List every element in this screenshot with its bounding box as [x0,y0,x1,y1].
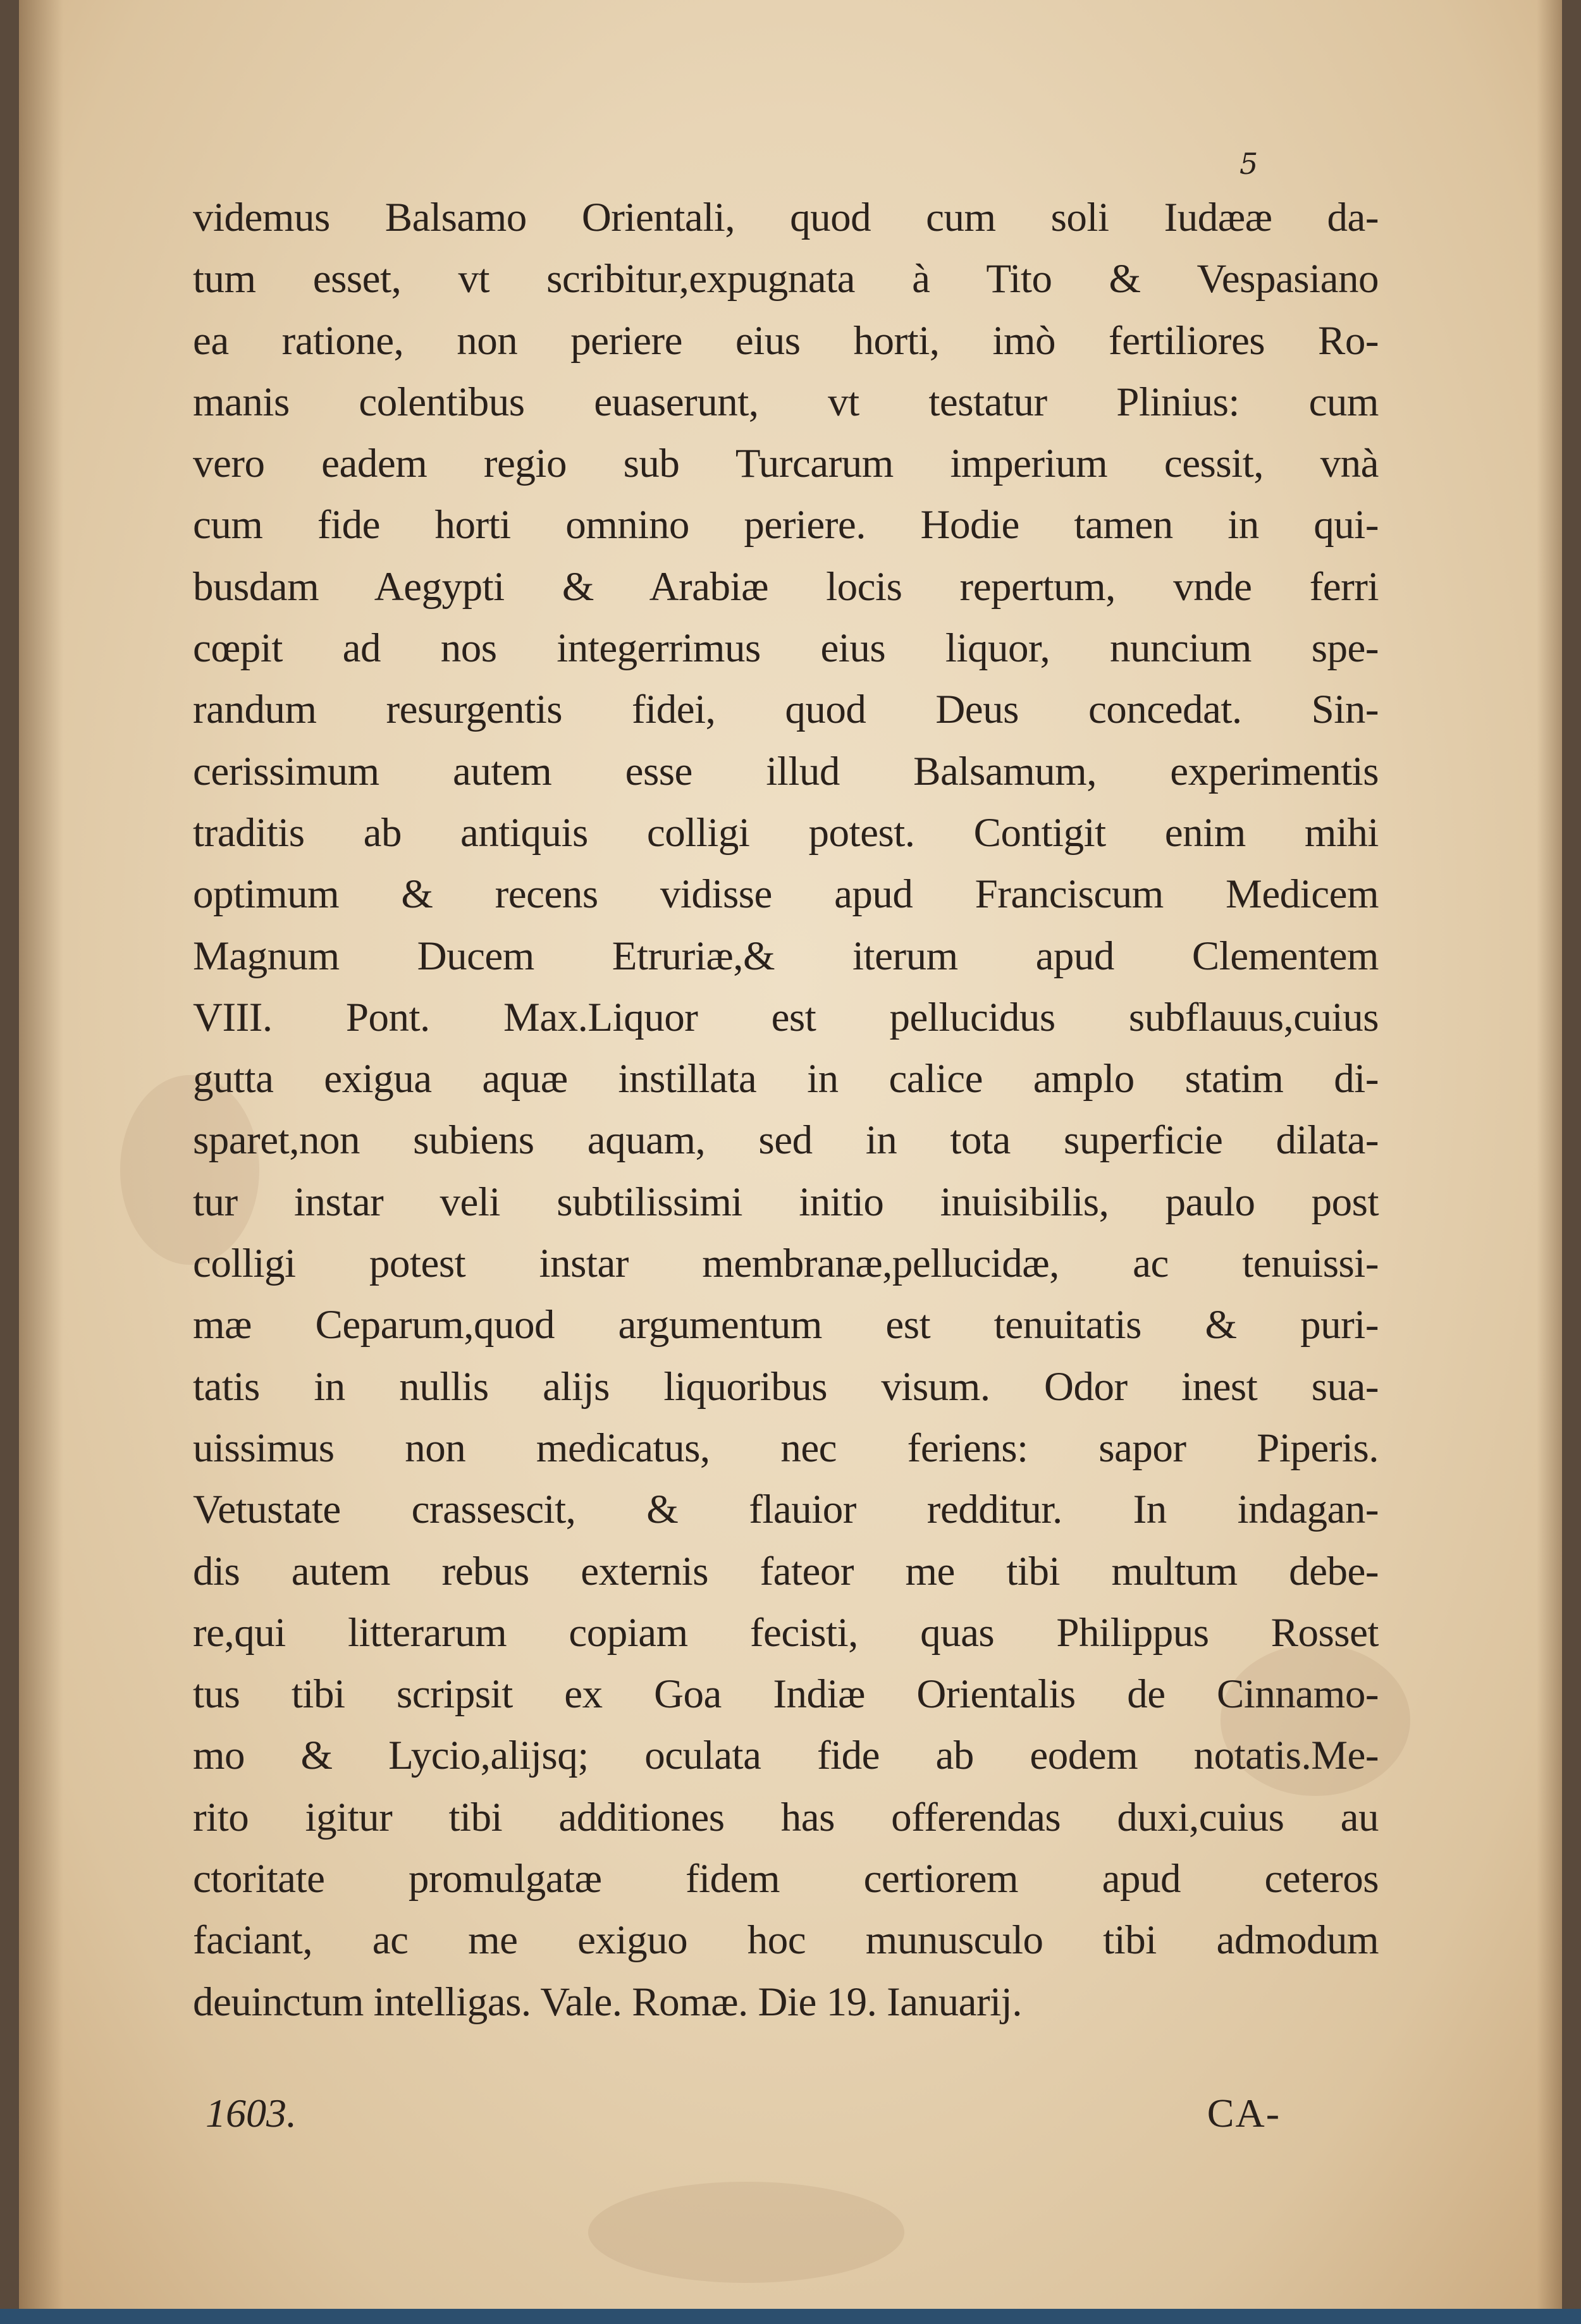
text-line: Magnum Ducem Etruriæ,& iterum apud Clementem [193,933,1379,979]
text-line: Vetustate crassescit, & flauior redditur. In indagan- [193,1487,1379,1533]
text-line: mæ Ceparum,quod argumentum est tenuitatis & puri- [193,1302,1379,1348]
text-line: gutta exigua aquæ instillata in calice amplo statim di- [193,1056,1379,1102]
text-line: rito igitur tibi additiones has offerendas duxi,cuius au [193,1794,1379,1840]
body-text [193,187,1379,2033]
text-line: busdam Aegypti & Arabiæ locis repertum, vnde ferri [193,563,1379,610]
text-line: cum fide horti omnino periere. Hodie tamen in qui- [193,502,1379,548]
text-line: vero eadem regio sub Turcarum imperium cessit, vnà [193,441,1379,487]
text-line: dis autem rebus externis fateor me tibi multum debe- [193,1548,1379,1594]
text-line: cœpit ad nos integerrimus eius liquor, nuncium spe- [193,625,1379,672]
text-line: tum esset, vt scribitur,expugnata à Tito & Vespasiano [193,256,1379,302]
paper-stain [588,2182,904,2283]
text-line: ctoritate promulgatæ fidem certiorem apud ceteros [193,1856,1379,1902]
left-margin-shadow [19,0,63,2324]
text-line: optimum & recens vidisse apud Franciscum Medicem [193,871,1379,918]
catchword: CA- [1207,2091,1281,2136]
manuscript-page [19,0,1562,2324]
text-line: traditis ab antiquis colligi potest. Contigit enim mihi [193,809,1379,856]
text-line: deuinctum intelligas. Vale. Romæ. Die 19. Ianuarij. [193,1979,1022,2025]
text-line: VIII. Pont. Max.Liquor est pellucidus subflauus,cuius [193,994,1379,1040]
text-line: tatis in nullis alijs liquoribus visum. Odor inest sua- [193,1363,1379,1410]
text-line: mo & Lycio,alijsq; oculata fide ab eodem notatis.Me- [193,1733,1379,1779]
text-line: ea ratione, non periere eius horti, imò fertiliores Ro- [193,317,1379,364]
text-line: colligi potest instar membranæ,pellucidæ, ac tenuissi- [193,1241,1379,1287]
text-line: faciant, ac me exiguo hoc munusculo tibi admodum [193,1917,1379,1964]
text-line: randum resurgentis fidei, quod Deus concedat. Sin- [193,687,1379,733]
page-footer [206,2090,1281,2147]
text-line: manis colentibus euaserunt, vt testatur Plinius: cum [193,379,1379,425]
date-line: 1603. [206,2091,297,2136]
folio-number: 5 [1240,147,1258,181]
text-line: cerissimum autem esse illud Balsamum, experimentis [193,748,1379,794]
scan-background-strip [0,2309,1581,2324]
text-line: uissimus non medicatus, nec feriens: sapor Piperis. [193,1425,1379,1471]
text-line: tus tibi scripsit ex Goa Indiæ Orientalis de Cinnamo- [193,1671,1379,1718]
text-line: sparet,non subiens aquam, sed in tota superficie dilata- [193,1117,1379,1164]
text-line: videmus Balsamo Orientali, quod cum soli Iudææ da- [193,195,1379,240]
text-line: tur instar veli subtilissimi initio inuisibilis, paulo post [193,1179,1379,1225]
right-margin-shadow [1537,0,1562,2324]
text-line: re,qui litterarum copiam fecisti, quas Philippus Rosset [193,1609,1379,1656]
